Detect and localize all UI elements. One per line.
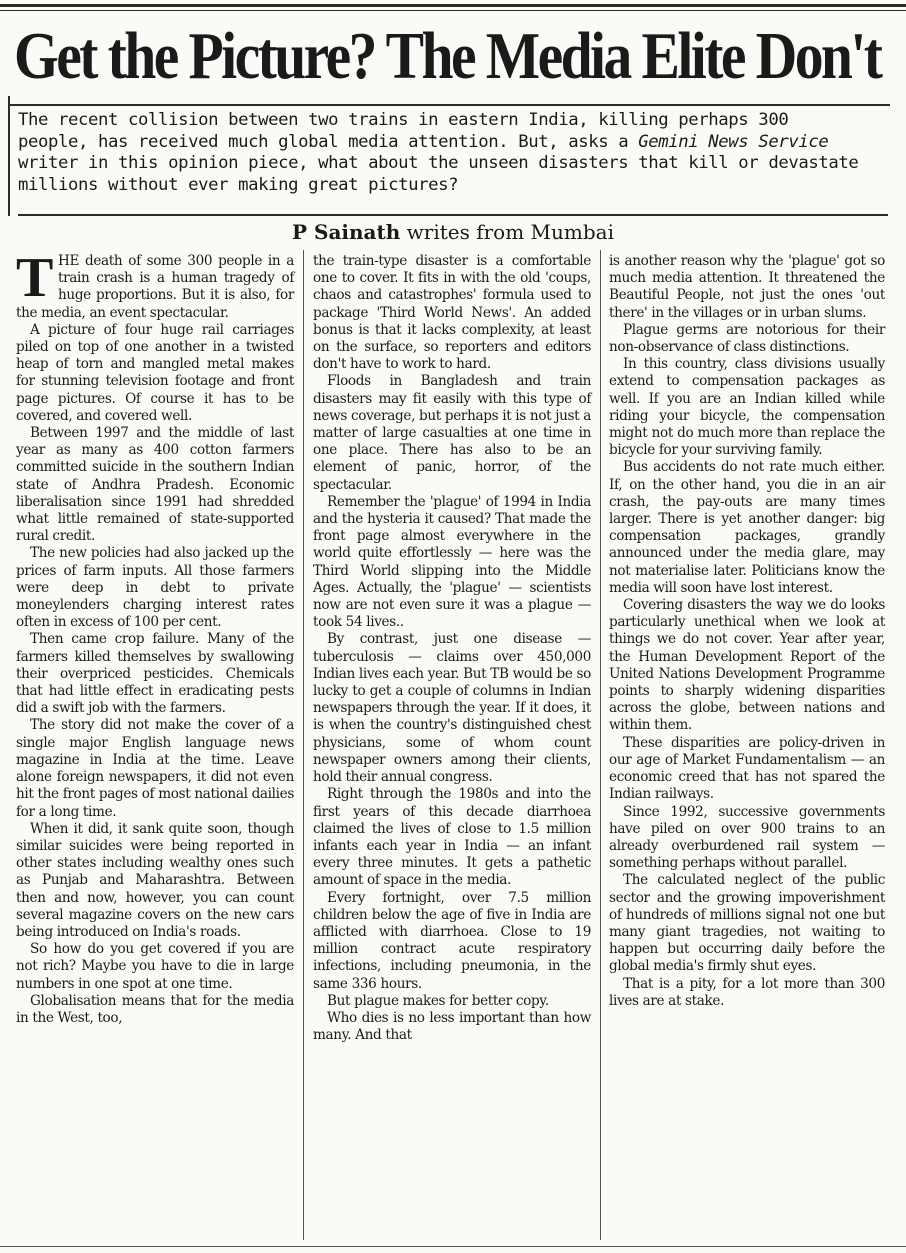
headline-rule — [8, 104, 890, 106]
top-rule-thin — [0, 10, 906, 11]
standfirst-side-rule — [8, 96, 10, 216]
paragraph: These disparities are policy-driven in our age of Market Fundamentalism — an economic creed that has not spared the Indian railways. — [609, 734, 885, 803]
paragraph: In this country, class divisions usually extend to compensation packages as well. If you are an Indian killed while riding your bicycle, the compensation might not do much more than replace the bicycle for your surviving family. — [609, 356, 885, 459]
bottom-rule — [0, 1246, 906, 1247]
paragraph: the train-type disaster is a comfortable one to cover. It fits in with the old 'coups, chaos and catastrophes' formula used to package 'Third World News'. An added bonus is that it lacks complexity, at least on the surface, so reporters and editors don't have to work to hard. — [313, 253, 591, 373]
paragraph: The new policies had also jacked up the prices of farm inputs. All those farmers were deep in debt to private moneylenders charging interest rates often in excess of 100 per cent. — [16, 545, 294, 631]
headline: Get the Picture? The Media Elite Don't — [14, 19, 881, 93]
paragraph: Every fortnight, over 7.5 million children below the age of five in India are afflicted with diarrhoea. Close to 19 million contract acute respiratory infections, including pneumonia, in the same 336 hours. — [313, 889, 591, 992]
paragraph: But plague makes for better copy. — [327, 992, 549, 1009]
standfirst — [18, 110, 886, 196]
paragraph: Floods in Bangladesh and train disasters may fit easily with this type of news coverage, but perhaps it is not just a matter of large casualties at one time in one place. There has also to be an element of panic, horror, of the spectacular. — [313, 373, 591, 493]
standfirst-source: Gemini News Service — [638, 131, 829, 152]
paragraph: Since 1992, successive governments have piled on over 900 trains to an already overburdened rail system — something perhaps without parallel. — [609, 803, 885, 872]
paragraph: Globalisation means that for the media in the West, too, — [16, 992, 294, 1026]
article-column-1 — [16, 247, 294, 1027]
byline-rule — [18, 214, 888, 216]
column-divider — [303, 250, 304, 1240]
top-rule — [0, 4, 906, 7]
column-divider — [600, 250, 601, 1240]
paragraph: That is a pity, for a lot more than 300 lives are at stake. — [609, 975, 885, 1009]
paragraph: Then came crop failure. Many of the farmers killed themselves by swallowing their overpriced pesticides. Chemicals that had little effect in eradicating pests did a swift job with the farmers. — [16, 631, 294, 717]
paragraph: The story did not make the cover of a single major English language news magazine in India at the time. Leave alone foreign newspapers, it did not even hit the front pages of most national dailies for a long time. — [16, 717, 294, 820]
paragraph: So how do you get covered if you are not rich? Maybe you have to die in large numbers in one spot at one time. — [16, 941, 294, 992]
byline — [0, 218, 906, 246]
paragraph: Right through the 1980s and into the first years of this decade diarrhoea claimed the lives of close to 1.5 million infants each year in India — an infant every three minutes. It gets a pathetic amount of space in the media. — [313, 786, 591, 889]
paragraph: Plague germs are notorious for their non-observance of class distinctions. — [609, 321, 885, 356]
paragraph: Covering disasters the way we do looks particularly unethical when we look at things we do not cover. Year after year, the Human Development Report of the United Nations Development Programme points to sharply widening disparities across the globe, between nations and within them. — [609, 597, 885, 734]
paragraph: Remember the 'plague' of 1994 in India and the hysteria it caused? That made the front page almost everywhere in the world quite effortlessly — here was the Third World slipping into the Middle Ages. Actually, the 'plague' — scientists now are not even sure it was a plague — took 54 lives.. — [313, 493, 591, 631]
paragraph: The calculated neglect of the public sector and the growing impoverishment of hundreds of millions signal not one but many giant tragedies, not waiting to happen but occurring daily before the global media's firmly shut eyes. — [609, 872, 885, 975]
author-name: P Sainath — [292, 220, 401, 244]
paragraph: When it did, it sank quite soon, though similar suicides were being reported in other states including wealthy ones such as Punjab and Maharashtra. Between then and now, however, you can count several magazine covers on the new cars being introduced on India's roads. — [16, 820, 294, 940]
paragraph: Who dies is no less important than how many. And that — [313, 1009, 591, 1044]
paragraph — [16, 247, 294, 322]
byline-location: writes from Mumbai — [406, 220, 614, 244]
paragraph: Bus accidents do not rate much either. If, on the other hand, you die in an air crash, the pay-outs are many times larger. There is yet another danger: big compensation packages, grandly announced under the media glare, may not materialise later. Politicians know the media will soon have lost interest. — [609, 459, 885, 596]
article-column-3 — [609, 253, 885, 1010]
standfirst-text-b: writer in this opinion piece, what about the unseen disasters that kill or devastate millions without ever making great pictures? — [18, 153, 859, 195]
paragraph: By contrast, just one disease — tuberculosis — claims over 450,000 Indian lives each year. But TB would be so lucky to get a couple of columns in Indian newspapers through the year. If it does, it is when the country's distinguished chest physicians, some of whom count newspaper owners among their clients, hold their annual congress. — [313, 631, 591, 786]
paragraph: is another reason why the 'plague' got so much media attention. It threatened the Beautiful People, not just the ones 'out there' in the villages or in urban slums. — [609, 253, 885, 321]
paragraph: A picture of four huge rail carriages piled on top of one another in a twisted heap of torn and mangled metal makes for stunning television footage and front page pictures. Of course it has to be covered, and covered well. — [16, 321, 294, 424]
article-column-2 — [313, 253, 591, 1044]
paragraph-text: HE death of some 300 people in a train crash is a human tragedy of huge proportions. But it is also, for the media, an event spectacular. — [16, 253, 294, 321]
paragraph: Between 1997 and the middle of last year as many as 400 cotton farmers committed suicide in the southern Indian state of Andhra Pradesh. Economic liberalisation since 1991 had shredded what little remained of state-supported rural credit. — [16, 425, 294, 545]
drop-cap: T — [16, 247, 54, 309]
standfirst-text-a: The recent collision between two trains in eastern India, killing perhaps 300 people, has received much global media attention. But, asks a — [18, 110, 789, 152]
